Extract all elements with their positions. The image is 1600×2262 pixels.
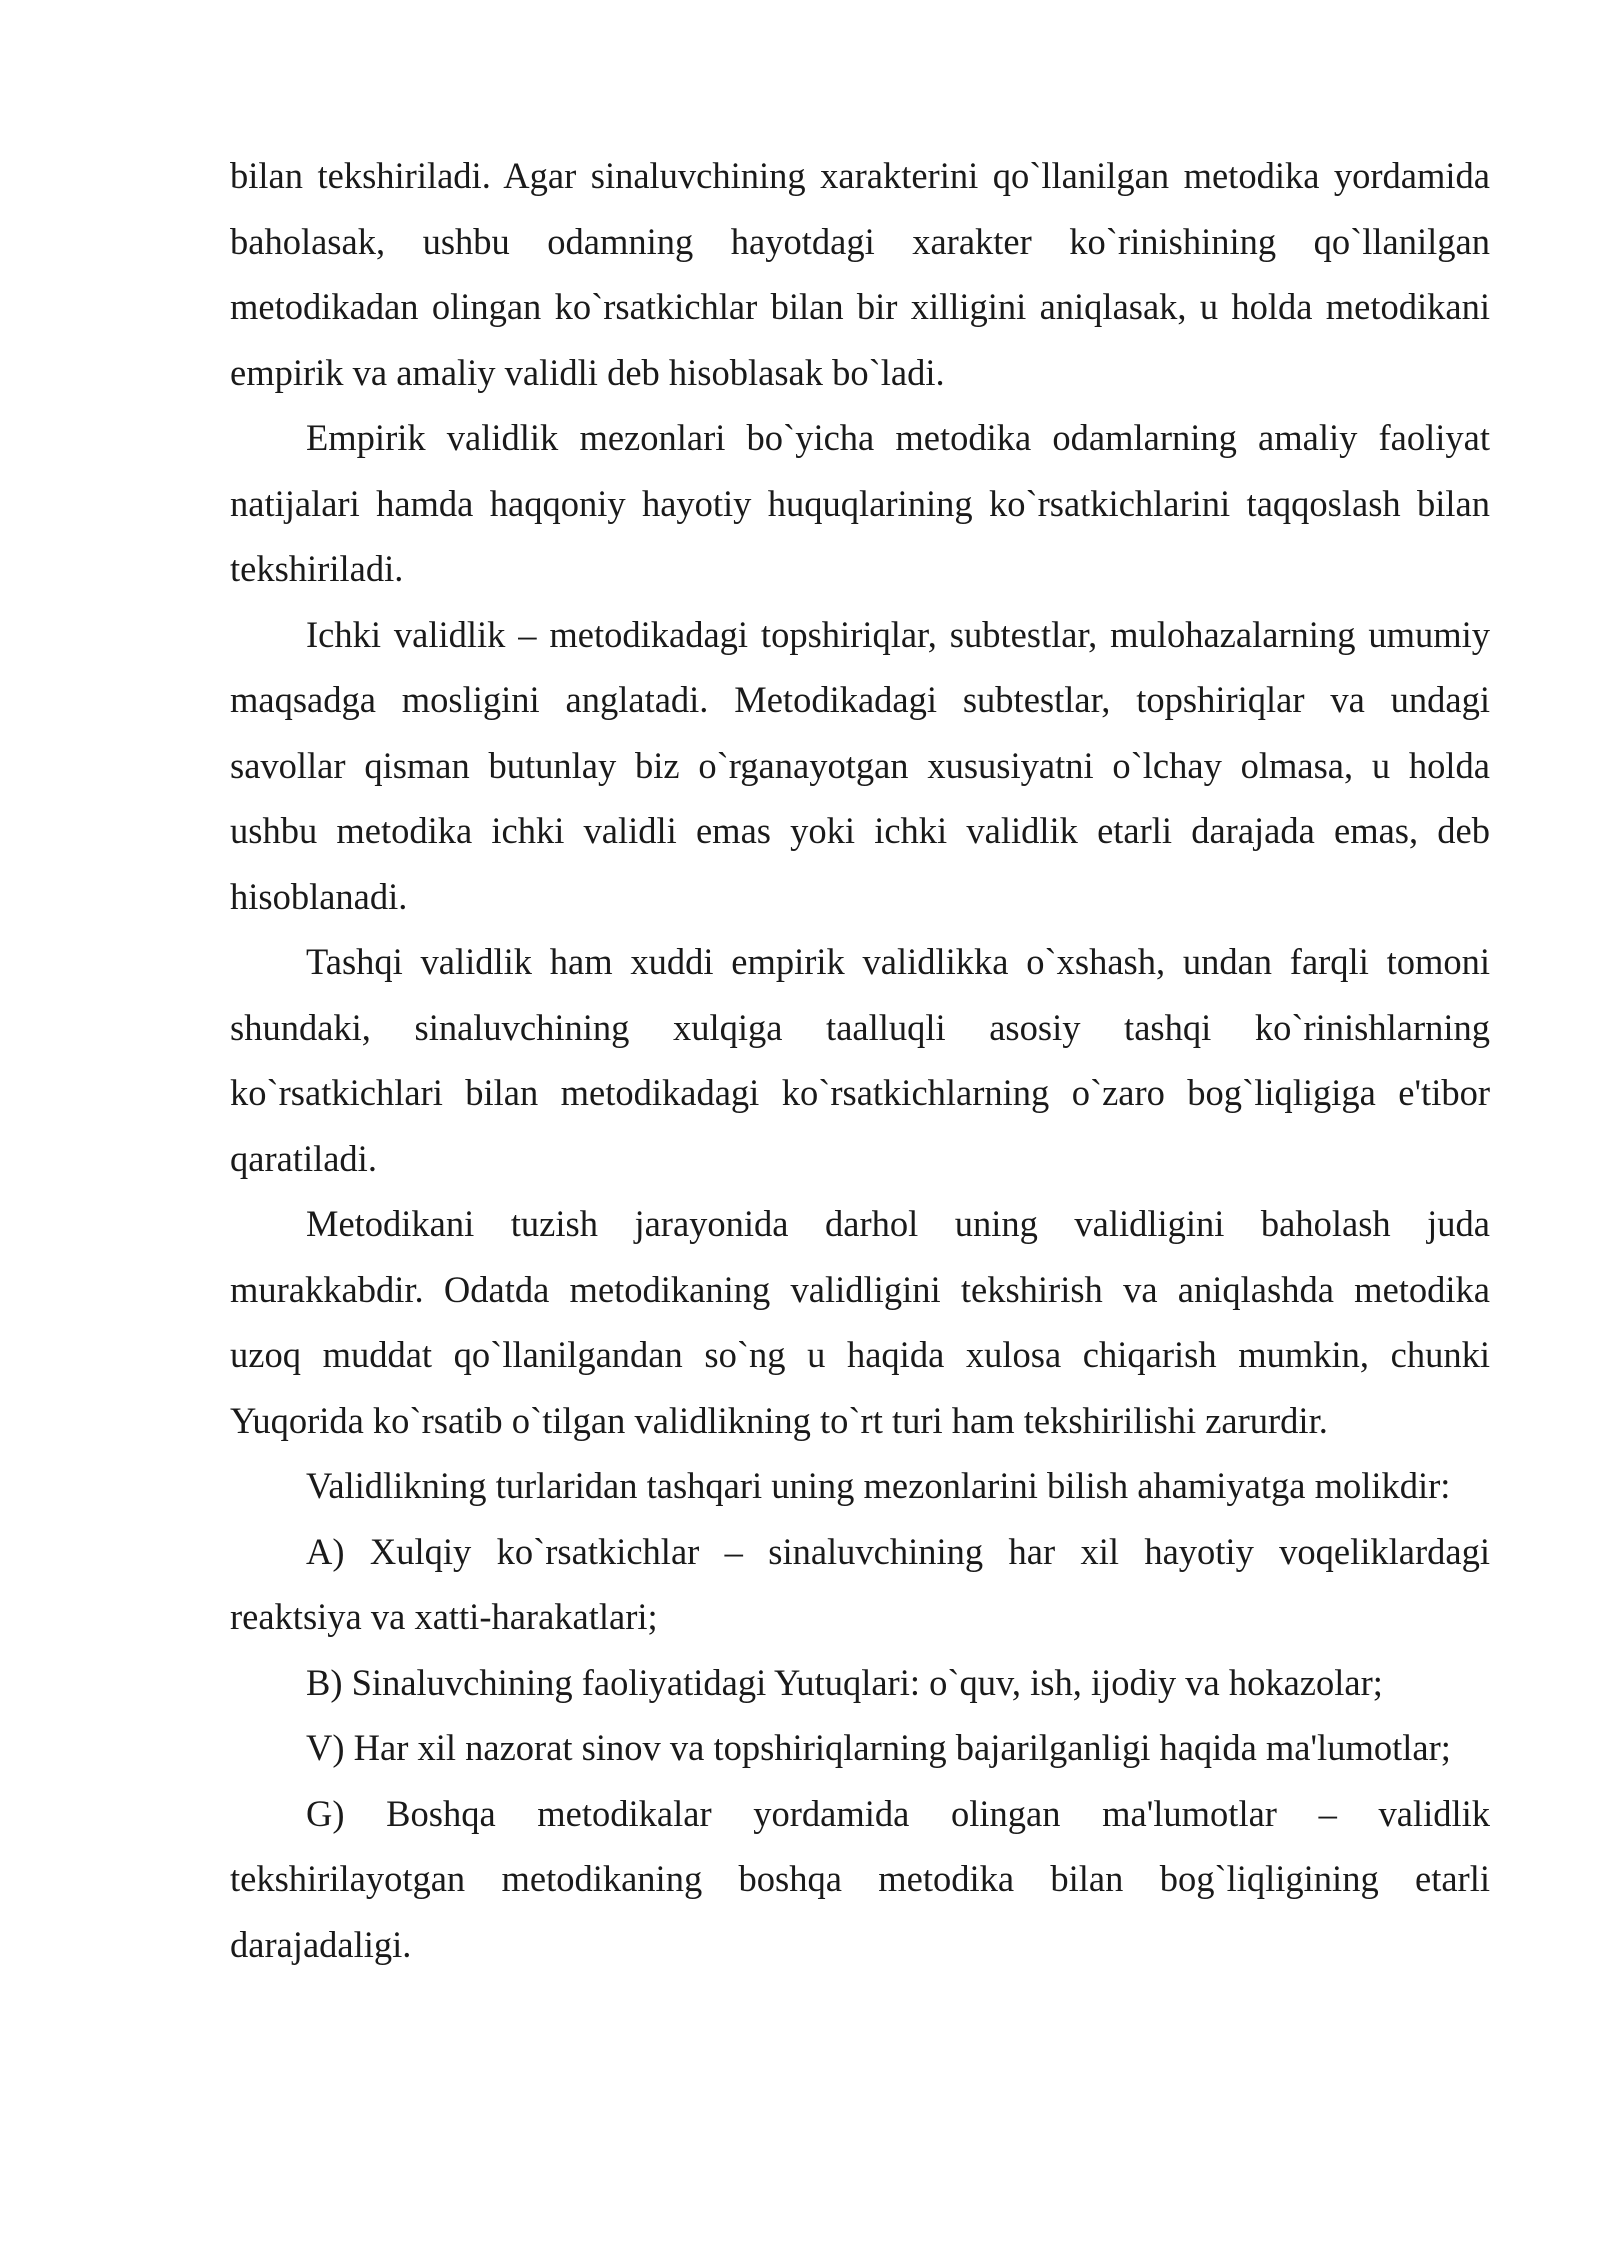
paragraph-continuation: bilan tekshiriladi. Agar sinaluvchining xarakterini qo`llanilgan metodika yordamida baholasak, ushbu odamning hayotdagi xarakter ko`rinishining qo`llanilgan metodikadan olingan ko`rsatkichlar bilan bir xilligini aniqlasak, u holda metodikani empirik va amaliy validli deb hisoblasak bo`ladi.: [230, 155, 1490, 393]
paragraph-validity-criteria-intro: Validlikning turlaridan tashqari uning mezonlarini bilish ahamiyatga molikdir:: [306, 1465, 1451, 1506]
paragraph-internal-validity: Ichki validlik – metodikadagi topshiriqlar, subtestlar, mulohazalarning umumiy maqsadga mosligini anglatadi. Metodikadagi subtestlar, topshiriqlar va undagi savollar qisman butunlay biz o`rganayotgan xususiyatni o`lchay olmasa, u holda ushbu metodika ichki validli emas yoki ichki validlik etarli darajada emas, deb hisoblanadi.: [230, 613, 1490, 917]
list-item-a: A) Xulqiy ko`rsatkichlar – sinaluvchining har xil hayotiy voqeliklardagi reaktsiya va xatti-harakatlari;: [230, 1530, 1490, 1637]
paragraph-external-validity: Tashqi validlik ham xuddi empirik validlikka o`xshash, undan farqli tomoni shundaki, sinaluvchining xulqiga taalluqli asosiy tashqi ko`rinishlarning ko`rsatkichlari bilan metodikadagi ko`rsatkichlarning o`zaro bog`liqligiga e'tibor qaratiladi.: [230, 941, 1490, 1179]
list-item-b: B) Sinaluvchining faoliyatidagi Yutuqlari: o`quv, ish, ijodiy va hokazolar;: [306, 1661, 1383, 1703]
paragraph-assessing-validity: Metodikani tuzish jarayonida darhol uning validligini baholash juda murakkabdir. Odatda metodikaning validligini tekshirish va aniqlashda metodika uzoq muddat qo`llanilgandan so`ng u haqida xulosa chiqarish mumkin, chunki Yuqorida ko`rsatib o`tilgan validlikning to`rt turi ham tekshirilishi zarurdir.: [230, 1203, 1490, 1441]
paragraph-empirical-validity: Empirik validlik mezonlari bo`yicha metodika odamlarning amaliy faoliyat natijalari hamda haqqoniy hayotiy huquqlarining ko`rsatkichlarini taqqoslash bilan tekshiriladi.: [230, 417, 1490, 589]
list-item-v: V) Har xil nazorat sinov va topshiriqlarning bajarilganligi haqida ma'lumotlar;: [306, 1727, 1451, 1768]
document-body: [230, 143, 1490, 1977]
list-item-g: G) Boshqa metodikalar yordamida olingan ma'lumotlar – validlik tekshirilayotgan metodikaning boshqa metodika bilan bog`liqligining etarli darajadaligi.: [230, 1792, 1490, 1965]
